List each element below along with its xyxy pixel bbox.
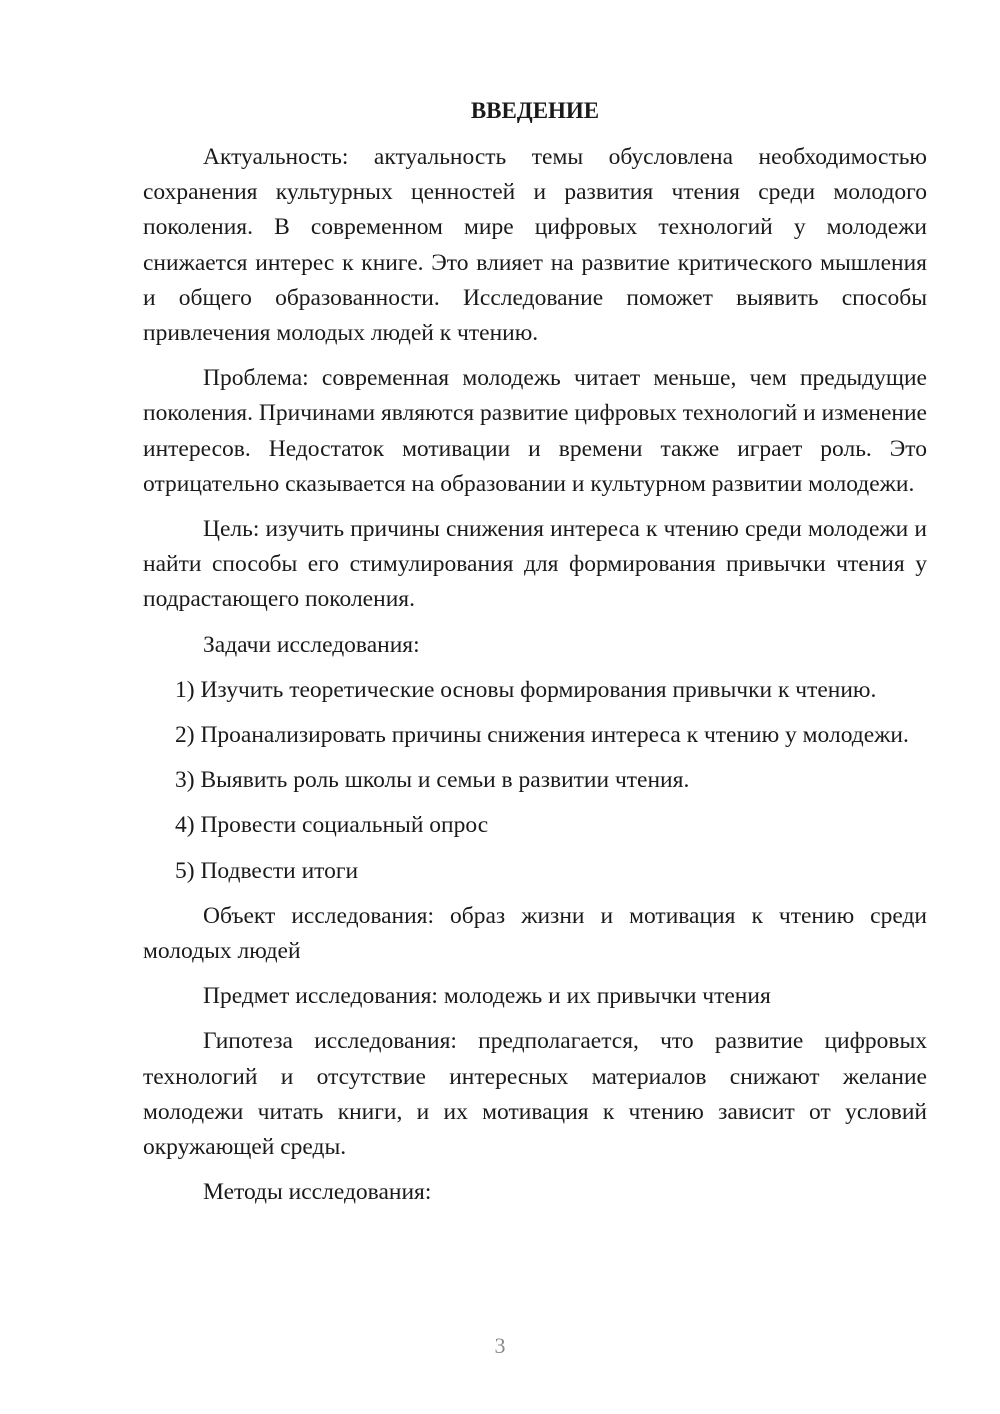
section-heading: ВВЕДЕНИЕ	[470, 98, 600, 123]
task-item-4: 4) Провести социальный опрос	[175, 812, 489, 839]
task-item-2: 2) Проанализировать причины снижения интереса к чтению у молодежи.	[175, 722, 909, 749]
methods-title: Методы исследования:	[203, 1179, 432, 1206]
task-item-3: 3) Выявить роль школы и семьи в развитии чтения.	[175, 767, 690, 794]
hypothesis-paragraph: Гипотеза исследования: предполагается, что развитие цифровых технологий и отсутствие интересных материалов снижают желание молодежи читать книги, и их мотивация к чтению зависит от условий окружающей среды.	[143, 1028, 927, 1161]
document-page	[143, 93, 927, 1220]
goal-paragraph: Цель: изучить причины снижения интереса к чтению среди молодежи и найти способы его стимулирования для формирования привычки чтения у подрастающего поколения.	[143, 516, 927, 613]
task-item-5: 5) Подвести итоги	[175, 857, 359, 884]
task-item-1: 1) Изучить теоретические основы формирования привычки к чтению.	[175, 676, 877, 703]
tasks-title: Задачи исследования:	[203, 631, 420, 658]
page-number: 3	[494, 1333, 506, 1358]
subject-paragraph: Предмет исследования: молодежь и их привычки чтения	[203, 983, 771, 1010]
object-paragraph: Объект исследования: образ жизни и мотивация к чтению среди молодых людей	[143, 902, 927, 965]
relevance-paragraph: Актуальность: актуальность темы обусловлена необходимостью сохранения культурных ценностей и развития чтения среди молодого поколения. В современном мире цифровых технологий у молодежи снижается интерес к книге. Это влияет на развитие критического мышления и общего образованности. Исследование поможет выявить способы привлечения молодых людей к чтению.	[143, 144, 927, 347]
problem-paragraph: Проблема: современная молодежь читает меньше, чем предыдущие поколения. Причинами являются развитие цифровых технологий и изменение интересов. Недостаток мотивации и времени также играет роль. Это отрицательно сказывается на образовании и культурном развитии молодежи.	[143, 365, 927, 497]
